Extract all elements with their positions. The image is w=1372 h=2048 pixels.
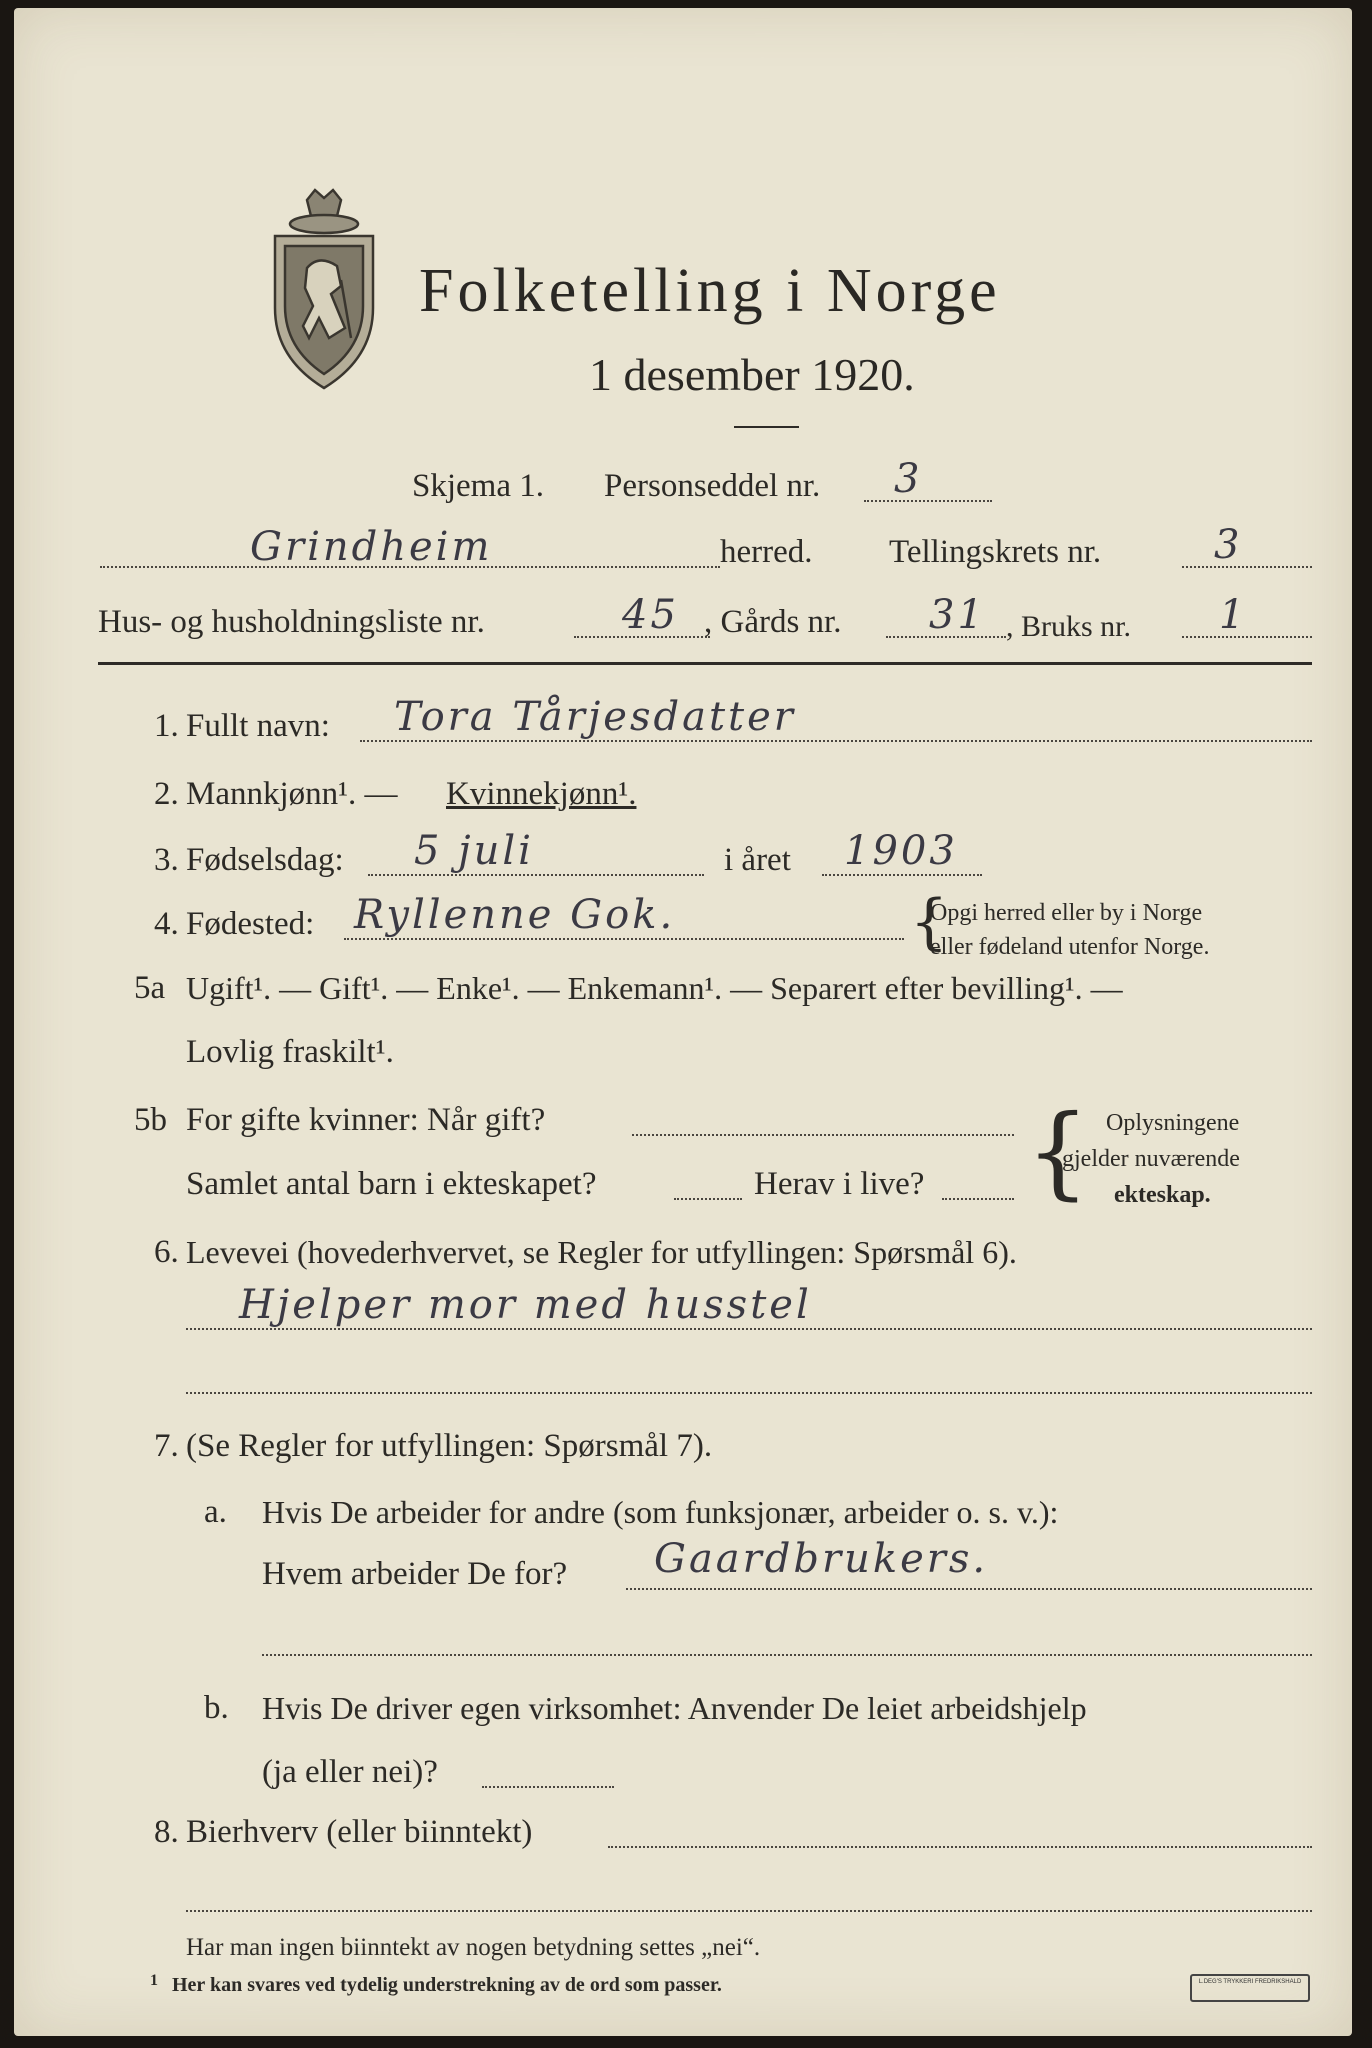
q8-line2 [186,1910,1312,1912]
q8-label: Bierhverv (eller biinntekt) [186,1814,533,1850]
q5b-line1: For gifte kvinner: Når gift? [186,1102,546,1138]
q3-year-line [822,874,982,876]
tellingskrets-label: Tellingskrets nr. [889,534,1102,570]
q5b-note-line1: Oplysningene [1106,1110,1240,1136]
q1-number: 1. [154,708,179,744]
q7a-line-extra [262,1654,1312,1656]
bruks-value[interactable]: 1 [1219,592,1248,638]
hus-label: Hus- og husholdningsliste nr. [98,604,485,640]
q5b-living-line [942,1198,1014,1200]
q6-number: 6. [154,1234,179,1270]
q1-value[interactable]: Tora Tårjesdatter [394,694,796,740]
q4-line [344,938,904,940]
q6-label: Levevei (hovederhvervet, se Regler for utfyllingen: Spørsmål 6). [186,1234,1017,1270]
footnote-text: Her kan svares ved tydelig understrekning av de ord som passer. [172,1974,722,1996]
q5b-note-line3: ekteskap. [1114,1182,1211,1208]
q7a-value[interactable]: Gaardbrukers. [654,1536,989,1582]
q5a-line2: Lovlig fraskilt¹. [186,1034,394,1070]
q8-line1 [608,1846,1312,1848]
tellingskrets-value[interactable]: 3 [1214,522,1243,568]
q2-number: 2. [154,776,179,812]
q3-year-value[interactable]: 1903 [844,828,958,874]
q7-number: 7. [154,1428,179,1464]
personseddel-value[interactable]: 3 [894,456,923,502]
q4-label: Fødested: [186,906,315,942]
q7a-employer-line [626,1588,1312,1590]
q5b-line2a: Samlet antal barn i ekteskapet? [186,1166,597,1202]
gards-value[interactable]: 31 [929,592,986,638]
q5b-children-line [674,1198,742,1200]
q4-number: 4. [154,906,179,942]
personseddel-label: Personseddel nr. [604,468,821,504]
q4-value[interactable]: Ryllenne Gok. [354,892,676,938]
q5b-number: 5b [134,1102,167,1138]
q5a-number: 5a [134,970,166,1006]
q4-note-line2: eller fødeland utenfor Norge. [930,934,1210,960]
form-date: 1 desember 1920. [589,349,915,400]
q1-label: Fullt navn: [186,708,330,744]
q3-number: 3. [154,842,179,878]
q5b-married-line [632,1134,1014,1136]
census-form-sheet [14,8,1352,2036]
q8-number: 8. [154,1814,179,1850]
title-divider [734,426,799,428]
skjema-label: Skjema 1. [412,468,544,504]
printer-stamp-text: L.DEG'S TRYKKERI FREDRIKSHALD [1198,1979,1302,1985]
q5b-note-line2: gjelder nuværende [1062,1146,1240,1172]
q5b-line2b: Herav i live? [754,1166,925,1202]
printer-stamp [1190,1974,1310,2002]
hus-value[interactable]: 45 [622,592,679,638]
personseddel-line [864,500,992,502]
q3-year-label: i året [724,842,791,878]
footnote-mark: 1 [150,1972,158,1989]
q2-label-male: Mannkjønn¹. — [186,776,398,812]
q7b-line2: (ja eller nei)? [262,1754,438,1790]
gards-label: , Gårds nr. [704,604,842,640]
q7a-line1: Hvis De arbeider for andre (som funksjonær, arbeider o. s. v.): [262,1494,1059,1530]
header-divider [98,662,1312,665]
q7b-line1: Hvis De driver egen virksomhet: Anvender De leiet arbeidshjelp [262,1690,1087,1726]
q7-label: (Se Regler for utfyllingen: Spørsmål 7). [186,1428,713,1464]
q6-value[interactable]: Hjelper mor med husstel [239,1282,812,1328]
q5b-note-brace: { [1026,1093,1090,1210]
form-title: Folketelling i Norge [419,257,1001,325]
q7a-letter: a. [204,1494,227,1530]
q3-line [368,874,704,876]
q6-line1 [186,1328,1312,1330]
bruks-label: , Bruks nr. [1006,610,1132,643]
q7b-answer-line [482,1786,614,1788]
herred-value[interactable]: Grindheim [250,524,493,570]
tellingskrets-line [1182,566,1312,568]
q4-note-brace: { [910,887,949,957]
q4-note-line1: Opgi herred eller by i Norge [930,900,1203,926]
q3-value[interactable]: 5 juli [414,828,534,874]
footer-note: Har man ingen biinntekt av nogen betydning settes „nei“. [186,1934,761,1961]
herred-label: herred. [720,534,813,570]
q7a-line2: Hvem arbeider De for? [262,1556,568,1592]
q3-label: Fødselsdag: [186,842,344,878]
q7b-letter: b. [204,1690,229,1726]
q2-label-female: Kvinnekjønn¹. [446,776,637,812]
q1-line [360,740,1312,742]
norwegian-coat-of-arms-icon [259,188,389,398]
q6-line2 [186,1392,1312,1394]
q5a-line1: Ugift¹. — Gift¹. — Enke¹. — Enkemann¹. — Separert efter bevilling¹. — [186,970,1123,1006]
